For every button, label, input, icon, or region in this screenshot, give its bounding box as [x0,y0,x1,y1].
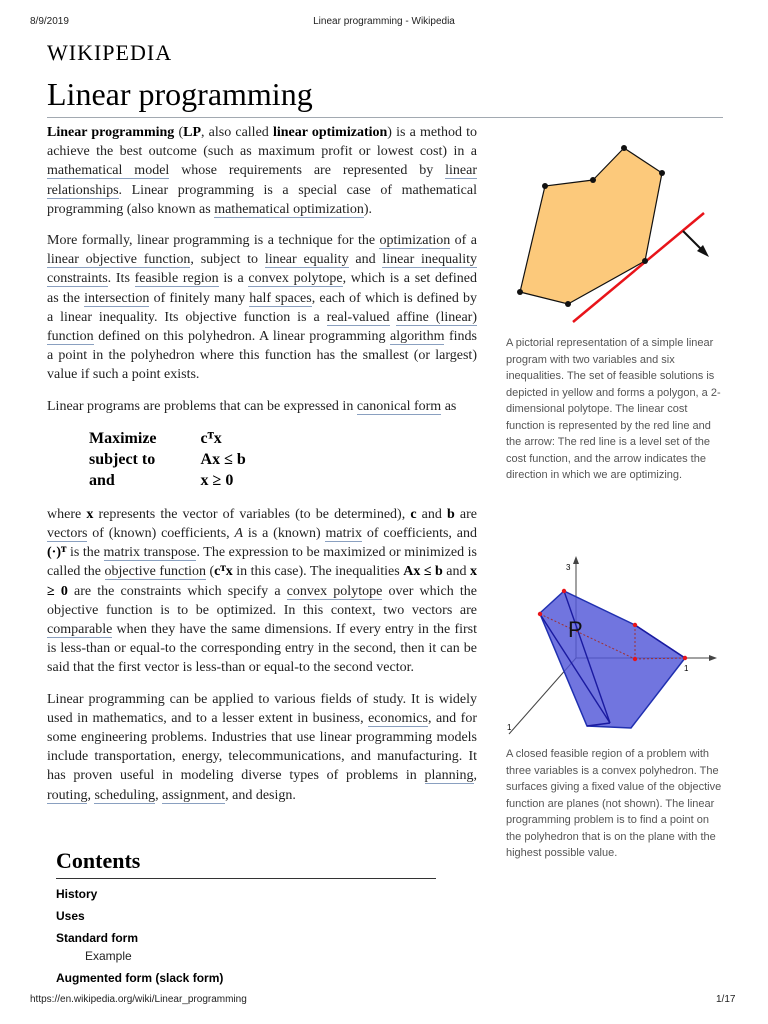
print-url[interactable]: https://en.wikipedia.org/wiki/Linear_programming [30,994,247,1005]
toc-item-augmented-form[interactable]: Augmented form (slack form) [56,971,224,985]
feasible-polygon [520,148,662,304]
canonical-form-formula [89,428,246,491]
link-routing[interactable]: routing [47,787,88,803]
polyhedron-diagram[interactable] [498,556,730,741]
toc-item-example[interactable]: Example [85,949,132,963]
print-date: 8/9/2019 [30,16,69,27]
formula-expression: Ax ≤ b [200,450,246,468]
formula-expression: x ≥ 0 [200,471,234,489]
toc-item-history[interactable]: History [56,887,98,901]
axis-tick-z: 3 [566,563,571,572]
link-half-spaces[interactable]: half spaces [249,290,312,306]
link-real-valued[interactable]: real-valued [326,309,390,325]
link-linear-relationships[interactable]: linear relationships [47,163,477,198]
table-of-contents [56,848,436,993]
contents-title: Contents [56,848,436,879]
link-linear-inequality-constraints[interactable]: linear inequality constraints [47,252,478,287]
link-matrix-transpose[interactable]: matrix transpose [103,545,197,561]
link-convex-polytope-2[interactable]: convex polytope [286,583,383,599]
polyhedron-body [540,591,685,728]
link-mathematical-model[interactable]: mathematical model [47,163,170,179]
link-comparable[interactable]: comparable [47,622,113,638]
formula-expression: cᵀx [200,429,222,447]
figure2-caption: A closed feasible region of a problem with three variables is a convex polyhedron. The surfaces giving a fixed value of the objective function are planes (not shown). The linear programming problem is to find a point on the polyhedron that is on the plane with the highest possible value. [506,748,722,859]
link-canonical-form[interactable]: canonical form [356,398,442,414]
link-affine-function[interactable]: affine (linear) function [47,309,477,345]
toc-item-uses[interactable]: Uses [56,909,85,923]
formula-label: subject to [89,450,156,468]
link-assignment[interactable]: assignment [162,787,226,803]
link-intersection[interactable]: intersection [84,290,150,306]
toc-item-standard-form[interactable]: Standard form [56,931,139,945]
z-arrowhead-icon [573,556,579,564]
intro-paragraph: Linear programming (LP, also called linear optimization) is a method to achieve the best outcome (such as maximum profit or lowest cost) in a mathematical model whose requirements are represented by linear relationships. Linear programming is a special case of mathematical programming (also known as mathematical optimization). [47,125,477,217]
formula-label: and [89,471,115,489]
formula-label: Maximize [89,429,157,447]
link-linear-equality[interactable]: linear equality [264,252,349,268]
article-body [47,123,477,817]
link-algorithm[interactable]: algorithm [390,329,445,345]
print-title: Linear programming - Wikipedia [313,16,455,27]
link-scheduling[interactable]: scheduling [94,787,156,803]
title-divider [47,117,723,118]
link-mathematical-optimization[interactable]: mathematical optimization [214,201,364,217]
wikipedia-logo[interactable]: WIKIPEDIA [47,40,173,65]
applications-paragraph: Linear programming can be applied to various fields of study. It is widely used in mathematics, and to a lesser extent in business, economics, and for some engineering problems. Industries that use linear programming models include transportation, energy, telecommunications, and manufacturing. It has proven useful in modeling diverse types of problems in planning, routing, scheduling, assignment, and design. [47,691,477,803]
axis-tick-x: 1 [684,664,689,673]
link-objective-function[interactable]: objective function [104,564,206,580]
link-matrix[interactable]: matrix [325,526,363,542]
variables-paragraph: where x represents the vector of variables (to be determined), c and b are vectors of (known) coefficients, A is a (known) matrix of coefficients, and (·)ᵀ is the matrix transpose. The expression to be maximized or minimized is called the objective function (cᵀx in this case). The inequalities Ax ≤ b and x ≥ 0 are the constraints which specify a convex polytope over which the objective function is to be optimized. In this context, two vectors are comparable when they have the same dimensions. If every entry in the first is less-than or equal-to the corresponding entry in the second, then it can be said that the first vector is less-than or equal-to the second vector. [47,506,478,676]
link-linear-objective-function[interactable]: linear objective function [47,252,191,268]
link-feasible-region[interactable]: feasible region [134,271,219,287]
link-vectors[interactable]: vectors [47,526,88,542]
link-convex-polytope[interactable]: convex polytope [248,271,343,287]
link-economics[interactable]: economics [368,710,428,726]
canonical-form-paragraph: Linear programs are problems that can be expressed in canonical form as [47,398,457,414]
page-title: Linear programming [47,76,313,112]
link-planning[interactable]: planning [424,768,474,784]
page-number: 1/17 [716,994,736,1005]
definition-paragraph: More formally, linear programming is a technique for the optimization of a linear objective function, subject to linear equality and linear inequality constraints. Its feasible region is a convex polytope, which is a set defined as the intersection of finitely many half spaces, each of which is defined by a linear inequality. Its objective function is a real-valued affine (linear) function defined on this polyhedron. A linear programming algorithm finds a point in the polyhedron where this function has the smallest (or largest) value if such a point exists. [47,233,478,383]
polygon-diagram[interactable] [498,135,730,330]
figure1-caption: A pictorial representation of a simple linear program with two variables and six inequalities. The set of feasible solutions is depicted in yellow and forms a polygon, a 2-dimensional polytope. The linear cost function is represented by the red line and the arrow: The red line is a level set of the cost function, and the arrow indicates the direction in which we are optimizing. [506,337,721,481]
polyhedron-label: P [568,617,583,642]
x-arrowhead-icon [709,655,717,661]
link-optimization[interactable]: optimization [379,233,451,249]
figure-2d-feasible-region [498,135,730,484]
axis-tick-y: 1 [507,723,512,732]
figure-3d-polyhedron [498,556,730,862]
